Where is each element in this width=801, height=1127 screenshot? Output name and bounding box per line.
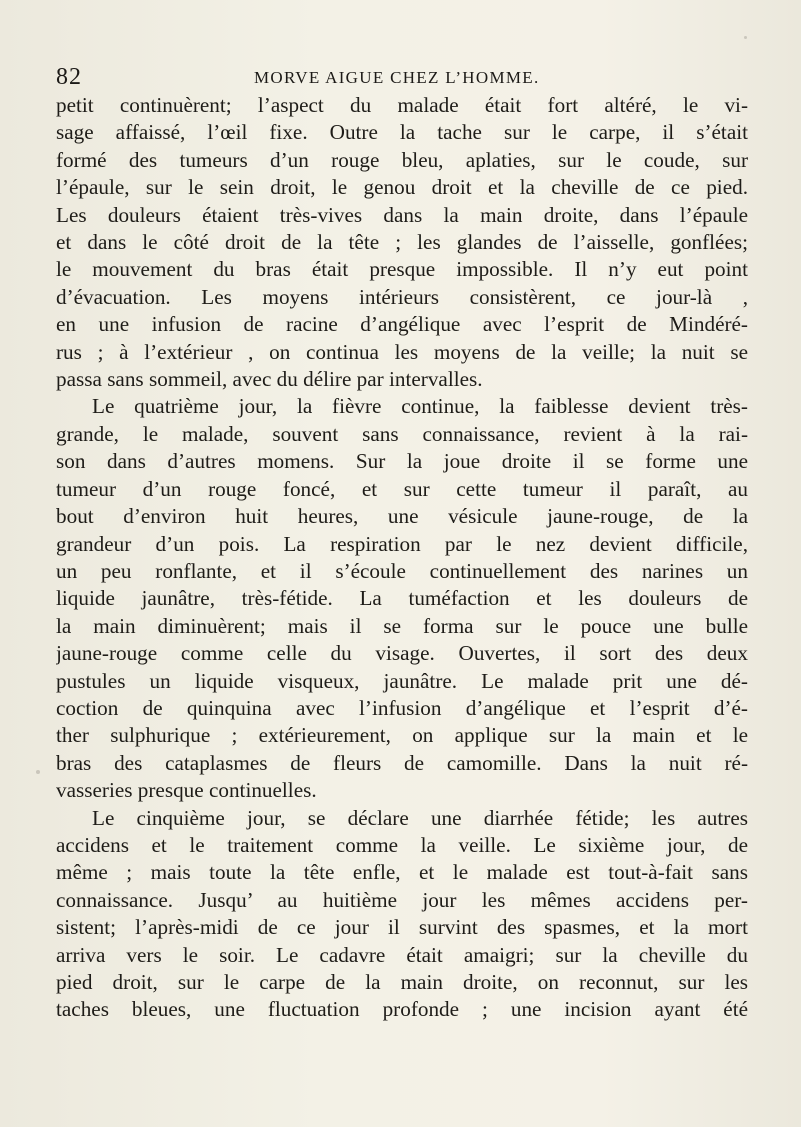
text-line: Les douleurs étaient très-vives dans la main droite, dans l’épaule [56, 202, 748, 227]
text-line: petit continuèrent; l’aspect du malade était fort altéré, le vi- [56, 93, 748, 117]
text-line: son dans d’autres momens. Sur la joue droite il se forme une [56, 449, 748, 474]
text-line: liquide jaunâtre, très-fétide. La tuméfaction et les douleurs de [56, 586, 748, 611]
text-line: accidens et le traitement comme la veille. Le sixième jour, de [56, 832, 748, 857]
body-text [56, 92, 748, 1024]
text-line: passa sans sommeil, avec du délire par intervalles. [56, 367, 483, 392]
text-line: Le cinquième jour, se déclare une diarrhée fétide; les autres [92, 805, 748, 830]
text-line: tumeur d’un rouge foncé, et sur cette tumeur il paraît, au [56, 476, 748, 501]
text-line: vasseries presque continuelles. [56, 778, 317, 803]
text-line: coction de quinquina avec l’infusion d’angélique et l’esprit d’é- [56, 695, 748, 720]
text-line: connaissance. Jusqu’ au huitième jour les mêmes accidens per- [56, 887, 748, 912]
text-line: jaune-rouge comme celle du visage. Ouvertes, il sort des deux [56, 641, 748, 666]
text-line: et dans le côté droit de la tête ; les glandes de l’aisselle, gonflées; [56, 230, 748, 255]
text-line: bout d’environ huit heures, une vésicule jaune-rouge, de la [56, 504, 748, 529]
text-line: pied droit, sur le carpe de la main droite, on reconnut, sur les [56, 970, 748, 994]
page-header [56, 64, 746, 90]
text-line: arriva vers le soir. Le cadavre était amaigri; sur la cheville du [56, 942, 748, 967]
paper-speck [36, 770, 40, 774]
text-line: pustules un liquide visqueux, jaunâtre. Le malade prit une dé- [56, 668, 748, 693]
text-line: sistent; l’après-midi de ce jour il survint des spasmes, et la mort [56, 915, 748, 940]
text-line: grandeur d’un pois. La respiration par le nez devient difficile, [56, 531, 748, 556]
text-line: formé des tumeurs d’un rouge bleu, aplaties, sur le coude, sur [56, 147, 748, 172]
text-line: grande, le malade, souvent sans connaissance, revient à la rai- [56, 421, 748, 446]
text-line: la main diminuèrent; mais il se forma sur le pouce une bulle [56, 613, 748, 638]
text-line: d’évacuation. Les moyens intérieurs consistèrent, ce jour-là , [56, 284, 748, 309]
text-line: bras des cataplasmes de fleurs de camomille. Dans la nuit ré- [56, 750, 748, 775]
page-number: 82 [56, 64, 82, 90]
text-line: l’épaule, sur le sein droit, le genou droit et la cheville de ce pied. [56, 175, 748, 200]
text-line: rus ; à l’extérieur , on continua les moyens de la veille; la nuit se [56, 339, 748, 364]
text-line: un peu ronflante, et il s’écoule continuellement des narines un [56, 558, 748, 583]
text-line: le mouvement du bras était presque impossible. Il n’y eut point [56, 257, 748, 282]
running-title: MORVE AIGUE CHEZ L’HOMME. [254, 68, 540, 87]
paper-speck [744, 36, 747, 39]
text-line: Le quatrième jour, la fièvre continue, la faiblesse devient très- [92, 394, 748, 419]
text-line: taches bleues, une fluctuation profonde ; une incision ayant été [56, 997, 748, 1022]
text-line: en une infusion de racine d’angélique avec l’esprit de Mindéré- [56, 312, 748, 337]
text-line: sage affaissé, l’œil fixe. Outre la tache sur le carpe, il s’était [56, 120, 748, 145]
text-line: même ; mais toute la tête enfle, et le malade est tout-à-fait sans [56, 860, 748, 885]
text-line: ther sulphurique ; extérieurement, on applique sur la main et le [56, 723, 748, 748]
